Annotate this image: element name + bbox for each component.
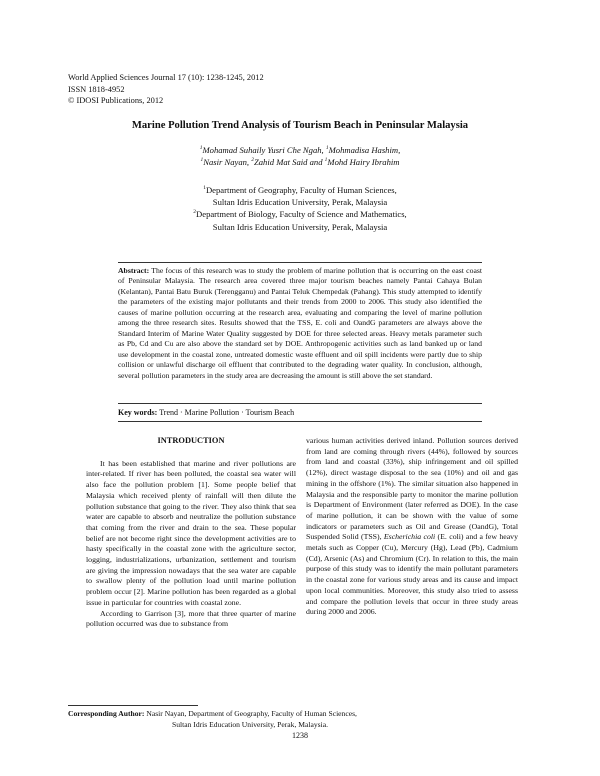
footnote-label: Corresponding Author: [68,709,145,718]
author-name: Mohd Hairy Ibrahim [327,157,400,167]
intro-paragraph-2: According to Garrison [3], more that three quarter of marine pollution occurred was due to substance from [86,608,296,629]
journal-citation: World Applied Sciences Journal 17 (10): 1238-1245, 2012 [68,73,264,82]
author-name: Nasir Nayan, [203,157,252,167]
abstract-top-rule [118,262,482,263]
affiliation-line: Department of Geography, Faculty of Human Sciences, [205,185,397,195]
abstract-bottom-rule [118,403,482,404]
right-column [306,436,518,618]
author-affil-mark: 2 [251,157,254,164]
abstract [118,266,482,381]
keywords [118,408,294,417]
keywords-bottom-rule [118,421,482,422]
affiliation-line: Department of Biology, Faculty of Science and Mathematics, [196,209,407,220]
affiliation-mark: 2 [193,209,197,216]
left-column [86,436,296,630]
author-line-2 [0,156,600,168]
footnote-rule [68,705,198,706]
section-heading: INTRODUCTION [157,436,225,445]
author-line-1 [0,144,600,156]
author-affil-mark: 1 [200,157,204,164]
keywords-label: Key words: [118,408,158,417]
footnote-line: Sultan Idris Education University, Perak, Malaysia. [172,719,328,729]
page-number: 1238 [292,731,308,740]
abstract-label: Abstract: [118,266,150,275]
author-affil-mark: 1 [199,145,203,152]
species-name: Escherichia coli [383,532,436,542]
affiliation-mark: 1 [203,185,206,192]
journal-info [68,72,264,107]
affiliation-2 [0,208,600,232]
corresponding-author-note [68,709,357,730]
author-affil-mark: 1 [324,157,328,164]
affiliation-line: Sultan Idris Education University, Perak, Malaysia [212,221,388,232]
affiliation-1 [0,184,600,208]
body-text: (E. coli) and a few heavy metals such as Copper (Cu), Mercury (Hg), Lead (Pb), Cadmium (Cd), Arsenic (As) and Chromium (Cr). In relation to this, the main purpose of this study was to identify the main pollutant parameters in the coastal zone for various study areas and its cause and impact upon local communities. Moreover, this study also tried to assess and compare the pollution levels that occur in three study areas during 2000 and 2006. [306,532,518,617]
author-affil-mark: 1 [325,145,329,152]
keywords-text: Trend · Marine Pollution · Tourism Beach [159,408,295,417]
author-name: Mohmadisa Hashim, [328,145,401,155]
abstract-text: The focus of this research was to study the problem of marine pollution that is occurring on the east coast of Peninsular Malaysia. The research area covered three major tourism beaches namely Pantai Cahaya Bulan (Kelantan), Pantai Batu Buruk (Terengganu) and Pantai Teluk Chempedak (Pahang). This study attempted to identify the parameters of the existing major pollutants and their trends from 2000 to 2006. This study also identified the causes of marine pollution occurring at the research area, evaluating and comparing the level of marine pollution among the three research sites. Results showed that the TSS, E. coli and OandG parameters are always above the Standard Interim of Marine Water Quality suggested by DOE for three selected areas. Heavy metals parameter such as Pb, Cd and Cu are also above the standard set by DOE. Anthropogenic activities such as land banked up or land use development in the coastal zone, untreated domestic waste effluent and oil spill incidents were partly due to ship collision or unlawful discharge oil effluent that contributed to the degrading water quality. In conclusion, although, several pollution parameters in the study area are decreasing the amount is still above the set standard. [118,266,482,380]
affiliations [0,184,600,233]
right-paragraph [306,436,518,618]
body-text: various human activities derived inland. Pollution sources derived from land are coming through rivers (44%), followed by sources from land and coastal (33%), ship infringement and oil spilled (12%), direct wastage disposal to the sea (10%) and oil and gas mining in the offshore (1%). The similar situation also happened in Malaysia and the responsible party to monitor the marine pollution is Department of Environment (later referred as DOE). In the case of marine pollution, it can be shown with the value of some indicators or parameters such as Oil and Grease (OandG), Total Suspended Solid (TSS), [306,436,518,542]
journal-copyright: © IDOSI Publications, 2012 [68,96,164,105]
author-name: Mohamad Suhaily Yusri Che Ngah, [202,145,326,155]
affiliation-line: Sultan Idris Education University, Perak, Malaysia [212,197,388,208]
author-list [0,144,600,168]
intro-paragraph-1: It has been established that marine and river pollutions are inter-related. If river has been polluted, the coastal sea water will also face the pollution problem [1]. Some people belief that Malaysia which received plenty of rainfall will then dilute the pollution substance that going to the river. They also think that sea water are capable to absorb and neutralize the pollution substance that coming from the river and drain to the sea. These popular belief are not become right since the development activities are to hasty specifically in the coastal zone with the agriculture sector, logging, industrializations, urbanization, settlement and tourism are giving the impression nowadays that the sea water are capable to swallow plenty of the pollution load until marine pollution problem occur [2]. Marine pollution has been regarded as a global issue in particular for countries with coastal zone. [86,458,296,607]
journal-issn: ISSN 1818-4952 [68,84,125,94]
footnote-line: Nasir Nayan, Department of Geography, Faculty of Human Sciences, [146,709,357,718]
paper-title: Marine Pollution Trend Analysis of Tourism Beach in Peninsular Malaysia [131,120,469,131]
author-name: Zahid Mat Said and [253,157,325,167]
